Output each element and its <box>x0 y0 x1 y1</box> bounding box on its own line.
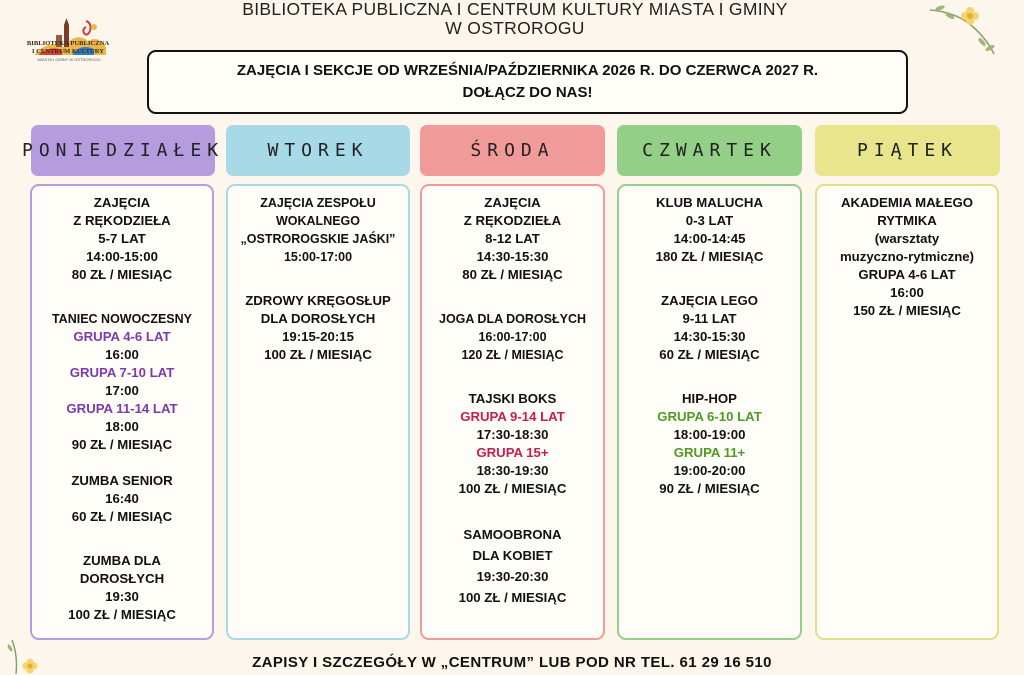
schedule-column-tuesday <box>226 184 410 640</box>
logo-text: BIBLIOTEKA PUBLICZNA I CENTRUM KULTURY <box>26 40 110 55</box>
activity-thai-boxing: TAJSKI BOKS GRUPA 9-14 LAT 17:30-18:30 GRUPA 15+ 18:30-19:30 100 ZŁ / MIESIĄC <box>458 391 567 496</box>
activity-vocal-group: ZAJĘCIA ZESPOŁU WOKALNEGO „OSTROROGSKIE JAŚKI” 15:00-17:00 <box>240 196 396 264</box>
schedule-banner: ZAJĘCIA I SEKCJE OD WRZEŚNIA/PAŹDZIERNIKA 2026 R. DO CZERWCA 2027 R. DOŁĄCZ DO NAS! <box>147 50 908 114</box>
activity-toddler-club: KLUB MALUCHA 0-3 LAT 14:00-14:45 180 ZŁ / MIESIĄC <box>655 195 764 264</box>
day-header-wednesday: ŚRODA <box>420 125 605 176</box>
activity-rhythm-academy: AKADEMIA MAŁEGO RYTMIKA (warsztaty muzyczno-rytmiczne) GRUPA 4-6 LAT 16:00 150 ZŁ / MIESIĄC <box>839 195 975 318</box>
activity-hip-hop: HIP-HOP GRUPA 6-10 LAT 18:00-19:00 GRUPA 11+ 19:00-20:00 90 ZŁ / MIESIĄC <box>657 391 762 496</box>
activity-zumba-adults: ZUMBA DLA DOROSŁYCH 19:30 100 ZŁ / MIESIĄC <box>68 553 176 622</box>
day-header-friday: PIĄTEK <box>815 125 1000 176</box>
schedule-column-wednesday <box>420 184 605 640</box>
activity-lego: ZAJĘCIA LEGO 9-11 LAT 14:30-15:30 60 ZŁ / MIESIĄC <box>659 293 760 362</box>
activity-handicraft: ZAJĘCIA Z RĘKODZIEŁA 5-7 LAT 14:00-15:00 80 ZŁ / MIESIĄC <box>71 195 173 282</box>
activity-handicraft: ZAJĘCIA Z RĘKODZIEŁA 8-12 LAT 14:30-15:30 80 ZŁ / MIESIĄC <box>462 195 563 282</box>
schedule-column-friday <box>815 184 999 640</box>
activity-self-defense: SAMOOBRONA DLA KOBIET 19:30-20:30 100 ZŁ / MIESIĄC <box>458 527 567 605</box>
activity-modern-dance: TANIEC NOWOCZESNY GRUPA 4-6 LAT 16:00 GRUPA 7-10 LAT 17:00 GRUPA 11-14 LAT 18:00 90 ZŁ / MIESIĄC <box>51 312 193 452</box>
activity-healthy-spine: ZDROWY KRĘGOSŁUP DLA DOROSŁYCH 19:15-20:15 100 ZŁ / MIESIĄC <box>245 293 391 362</box>
day-header-tuesday: WTOREK <box>226 125 410 176</box>
schedule-column-thursday <box>617 184 802 640</box>
day-header-thursday: CZWARTEK <box>617 125 802 176</box>
flower-decoration <box>926 2 998 58</box>
day-header-monday: PONIEDZIAŁEK <box>31 125 215 176</box>
activity-yoga: JOGA DLA DOROSŁYCH 16:00-17:00 120 ZŁ / MIESIĄC <box>439 312 586 362</box>
footer-contact: ZAPISY I SZCZEGÓŁY W „CENTRUM” LUB POD NR TEL. 61 29 16 510 <box>252 654 772 671</box>
organization-title: BIBLIOTEKA PUBLICZNA I CENTRUM KULTURY MIASTA I GMINY W OSTROROGU <box>242 0 788 38</box>
activity-zumba-senior: ZUMBA SENIOR 16:40 60 ZŁ / MIESIĄC <box>71 473 173 524</box>
schedule-column-monday <box>30 184 214 640</box>
logo-subtext: MIASTA I GMINY W OSTROROGU <box>37 57 101 62</box>
